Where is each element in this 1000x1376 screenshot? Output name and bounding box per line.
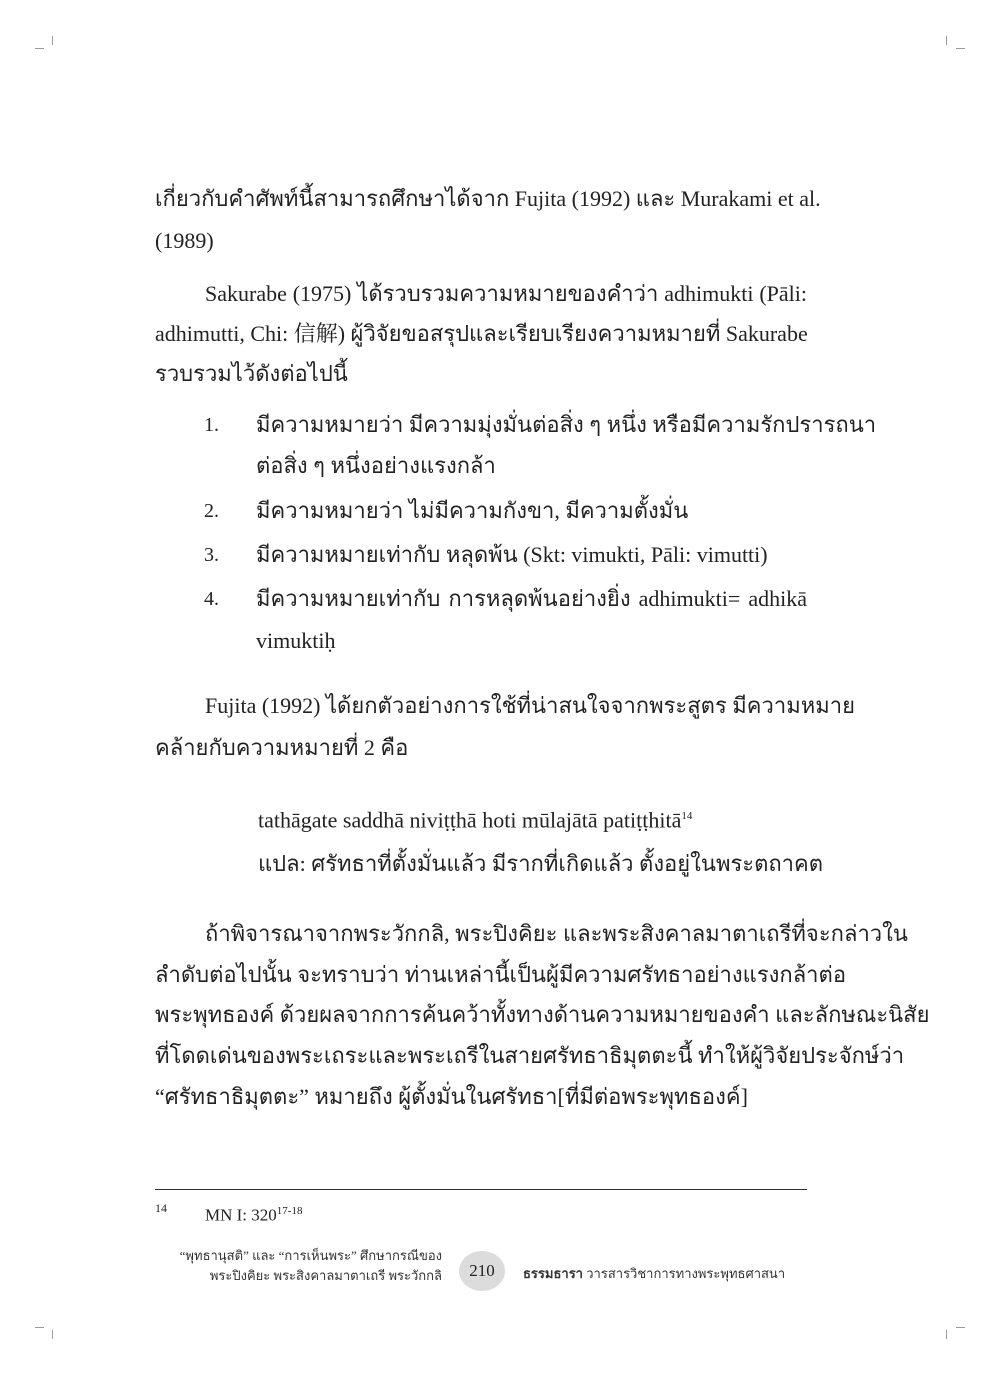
paragraph-4-line-1: ถ้าพิจารณาจากพระวักกลิ, พระปิงคิยะ และพระสิงคาลมาตาเถรีที่จะกล่าวใน: [205, 921, 908, 946]
footnote-text: [205, 1205, 302, 1226]
list-item-number: 1.: [204, 414, 219, 436]
footnote-citation-lines: 17-18: [276, 1205, 303, 1217]
list-item-number: 2.: [204, 500, 219, 522]
list-item-1-line-2: ต่อสิ่ง ๆ หนึ่งอย่างแรงกล้า: [256, 453, 496, 478]
crop-mark: [946, 36, 947, 45]
crop-mark: [946, 1330, 947, 1339]
page-number: 210: [459, 1251, 505, 1291]
list-item-number: 4.: [204, 588, 219, 610]
paragraph-4-line-5: “ศรัทธาธิมุตตะ” หมายถึง ผู้ตั้งมั่นในศรัทธา[ที่มีต่อพระพุทธองค์]: [155, 1084, 748, 1109]
journal-name: ธรรมธารา: [523, 1266, 583, 1281]
paragraph-2-line-3: รวบรวมไว้ดังต่อไปนี้: [155, 361, 348, 386]
list-item-3-line-1: มีความหมายเท่ากับ หลุดพ้น (Skt: vimukti, Pāli: vimutti): [256, 542, 768, 567]
journal-description: วารสารวิชาการทางพระพุทธศาสนา: [586, 1266, 786, 1281]
quote-translation: แปล: ศรัทธาที่ตั้งมั่นแล้ว มีรากที่เกิดแล้ว ตั้งอยู่ในพระตถาคต: [258, 851, 824, 876]
crop-mark: [956, 1327, 965, 1328]
crop-mark: [52, 36, 53, 45]
paragraph-3-line-1: Fujita (1992) ได้ยกตัวอย่างการใช้ที่น่าสนใจจากพระสูตร มีความหมาย: [205, 693, 855, 718]
list-item-4-line-1: มีความหมายเท่ากับ การหลุดพ้นอย่างยิ่ง adhimukti= adhikā: [256, 586, 807, 611]
footnote-rule: [155, 1189, 807, 1190]
running-title-line-2: พระปิงคิยะ พระสิงคาลมาตาเถรี พระวักกลิ: [209, 1268, 442, 1283]
running-title-line-1: “พุทธานุสติ” และ “การเห็นพระ” ศึกษากรณีของ: [179, 1248, 442, 1263]
paragraph-1-line-1: เกี่ยวกับคำศัพท์นี้สามารถศึกษาได้จาก Fujita (1992) และ Murakami et al.: [155, 186, 821, 211]
journal-title: [523, 1263, 785, 1284]
pali-quote: [258, 800, 692, 836]
list-item-2-line-1: มีความหมายว่า ไม่มีความกังขา, มีความตั้งมั่น: [256, 498, 689, 523]
paragraph-2-line-1: Sakurabe (1975) ได้รวบรวมความหมายของคำว่า adhimukti (Pāli:: [205, 281, 807, 306]
paragraph-3-line-2: คล้ายกับความหมายที่ 2 คือ: [155, 735, 409, 760]
pali-quote-text: tathāgate saddhā niviṭṭhā hoti mūlajātā patiṭṭhitā: [258, 807, 682, 833]
footnote-reference: 14: [681, 810, 693, 822]
paragraph-1-line-2: (1989): [155, 228, 214, 253]
paragraph-4-line-2: ลำดับต่อไปนั้น จะทราบว่า ท่านเหล่านี้เป็นผู้มีความศรัทธาอย่างแรงกล้าต่อ: [155, 962, 847, 987]
list-item-1-line-1: มีความหมายว่า มีความมุ่งมั่นต่อสิ่ง ๆ หนึ่ง หรือมีความรักปรารถนา: [256, 412, 877, 437]
list-item-number: 3.: [204, 544, 219, 566]
footnote-number: 14: [155, 1201, 167, 1215]
list-item-4-line-2: vimuktiḥ: [256, 628, 336, 653]
crop-mark: [956, 48, 965, 49]
paragraph-2-line-2: adhimutti, Chi: 信解) ผู้วิจัยขอสรุปและเรียบเรียงความหมายที่ Sakurabe: [155, 321, 808, 346]
crop-mark: [35, 48, 44, 49]
paragraph-4-line-4: ที่โดดเด่นของพระเถระและพระเถรีในสายศรัทธาธิมุตตะนี้ ทำให้ผู้วิจัยประจักษ์ว่า: [155, 1043, 905, 1068]
footnote-citation: MN I: 320: [205, 1205, 277, 1225]
running-title: [170, 1246, 442, 1286]
crop-mark: [35, 1327, 44, 1328]
crop-mark: [52, 1330, 53, 1339]
paragraph-4-line-3: พระพุทธองค์ ด้วยผลจากการค้นคว้าทั้งทางด้านความหมายของคำ และลักษณะนิสัย: [155, 1002, 930, 1027]
